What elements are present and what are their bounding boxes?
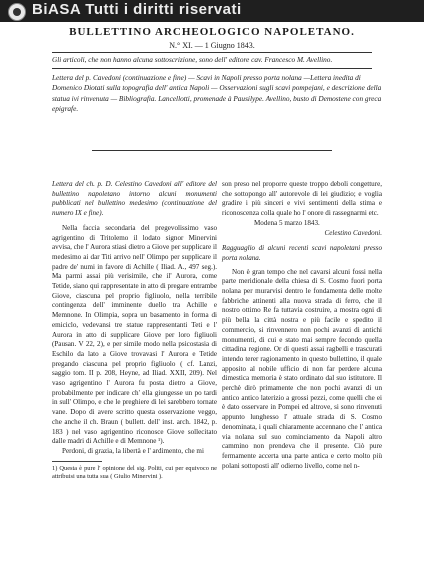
footnote: 1) Questa è pure l' opinione del sig. Politi, cui per equivoco ne attribuisi una tutta sua ( Giulio Minervini ). <box>52 464 217 481</box>
body-paragraph: son preso nel proporre queste troppo deboli congetture, che sottopongo all' autorevole di lei giudizio; e voglia gradire i più sinceri e vivi sentimenti della stima e riconoscenza colla quale ho l' onore di rassegnarmi etc. <box>222 180 382 218</box>
body-paragraph: Perdoni, di grazia, la libertà e l' ardimento, che mi <box>62 446 204 455</box>
summary-rule <box>92 150 332 151</box>
dateline: Modena 5 marzo 1843. <box>254 218 320 227</box>
signature: Celestino Cavedoni. <box>324 228 382 237</box>
letter-heading: Lettera del ch. p. D. Celestino Cavedoni all' editore del bullettino napoletano intorno alcuni monumenti pubblicati nel bullettino medesimo (continuazione del numero IX e fine). <box>52 180 217 218</box>
document-page <box>0 22 424 582</box>
contents-summary: Lettera del p. Cavedoni (continuazione e fine) — Scavi in Napoli presso porta nolana —Lettera inedita di Domenico Diotati sulla topografia dell' antica Napoli — Osservazioni sugli scavi pompejani, e descrizione della statua ivi rinvenuta — Bibliografia. Lancellotti, promenade à Pausilype. Avellino, busto di Demostene con greca epigrafe. <box>52 73 382 113</box>
right-column <box>222 180 382 471</box>
issue-line: N.° XI. — 1 Giugno 1843. <box>169 41 255 50</box>
editor-notice: Gli articoli, che non hanno alcuna sottoscrizione, sono dell' editore cav. Francesco M. Avellino. <box>52 55 333 64</box>
header-rule <box>52 52 372 53</box>
section-title: Ragguaglio di alcuni recenti scavi napoletani presso porta nolana. <box>222 244 382 262</box>
footnote-rule <box>52 461 102 462</box>
left-column <box>52 180 217 482</box>
banner-text: BiASA Tutti i diritti riservati <box>32 1 242 18</box>
body-paragraph: Non è gran tempo che nel cavarsi alcuni fossi nella parte meridionale della chiesa di S. Cosmo fuori porta nolana per murarvisi dentro le fondamenta delle molte fabbriche attinenti alla nuova strada di ferro, che il nostro ottimo Re fa tuttavia costruire, a mostra ogni di più bella la città nostra e più facile e spedito il commercio, si rinvennero non pochi avanzi di antichi monumenti, di cui e stato mai sempre fecondo quella cittadina regione. Or di questi assai ragbelli e trascurati intendo terer ragionamento in questo bullettino, il quale apposito al nobile ufficio di non far perdere alcuna dimestica memoria è stato ordinato dal suo istitutore. Il perchè dirò primamente che non pochi avanzi di un antico antico laterizio a grossi pezzi, come quelli che ei è dato osservare in Pompei ed altrove, si sono rinvenuti appunto lunghesso l' attuale strada di S. Cosmo denominata, i quali chiaramente accennano che l' antica via nolana sul suo cominciamento da Napoli altro cammino non prendeva che il presente. Ciò pure fermamente accerta una parte antica e certo molto più polani sottoposti all' odierno livello, come nel n- <box>222 267 382 470</box>
journal-title: BULLETTINO ARCHEOLOGICO NAPOLETANO. <box>69 26 355 38</box>
library-logo-icon <box>8 3 26 21</box>
body-paragraph: Nella faccia secondaria del pregevolissimo vaso agrigentino di Tritolemo il lodato signor Minervini avvisa, che l' Aurora stiasi dietro a Giove per supplicare il medesimo ai dar Titi arrivo nell' Olimpo per supplicare il padre de' numi in favore di Achille ( Iliad. A., 497 seg.). Ma parmi assai più verisimile, che il' Aurora, come Tetide, siano qui rappresentate in atto di pregare entrambe Giove, ciascuna pel proprio figliuolo, nella terribile contingenza dell' imminente duello tra Achille e Memnone. In Olimpia, sopra un basamento in forma di emiciclo, vedevansi tre statue rappresentanti Teti e l' Aurora in atto di supplicare Giove per loro figliuoli (Pausan. V 22, 2), e per simile modo nella psicostasia di Eschilo da lato a Giove trovavasi l' Aurora e Tetide pregando ciascuna pel proprio figliuolo ( cf. Lanzi, saggio tom. II p. 208, Heyne, ad Iliad. XXII, 209). Nel vaso agrigentino l' Aurora fu posta dietro a Giove, probabilmente per indicare ch' ella giungesse un po tardi in sull' Olimpo, e che le preghiere di lei sarebbero tornate vane. Dopo di avere scritto questa osservazione veggo, che anche il ch. Braun ( bullett. dell' inst. arch. 1842, p. 183 ) nel vaso agrigentino riconosce Giove sollecitato dalle madri di Achille e di Memnone ¹). <box>52 223 217 446</box>
notice-rule <box>52 68 372 69</box>
watermark-banner <box>0 0 424 22</box>
